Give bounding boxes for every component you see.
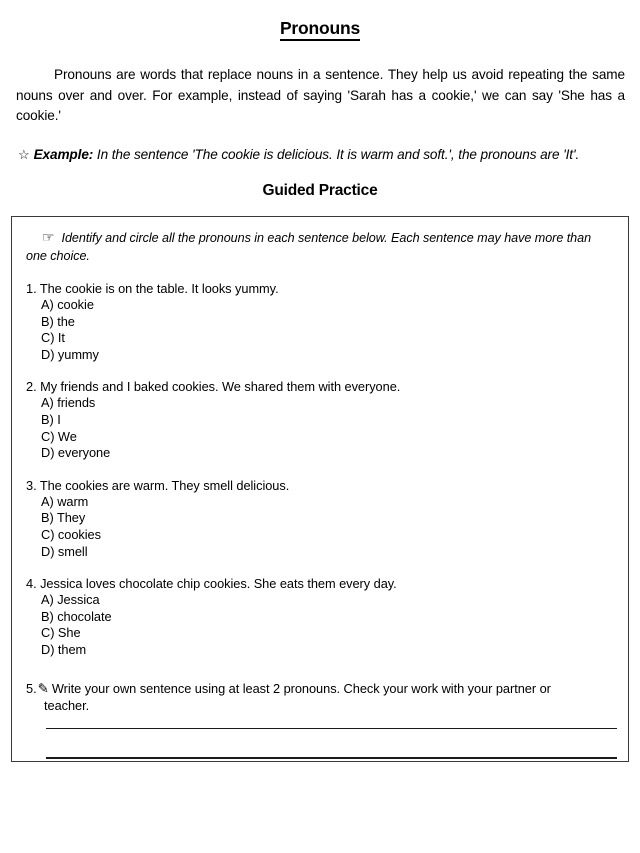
choice-option[interactable]: A) cookie [41, 297, 94, 312]
example-label: Example: [33, 146, 94, 162]
write-prompt-text [26, 680, 615, 715]
answer-line[interactable] [46, 757, 617, 759]
pointing-hand-icon: ☞ [42, 229, 55, 245]
answer-lines [26, 715, 615, 759]
choice-option[interactable]: C) She [41, 625, 81, 641]
choice-option[interactable]: B) They [41, 510, 86, 526]
question-stem: 2. My friends and I baked cookies. We shared them with everyone. [26, 379, 401, 395]
write-prompt [26, 659, 615, 759]
pencil-icon: ✎ [37, 680, 49, 696]
question-item [26, 462, 615, 560]
guided-practice-box [11, 216, 629, 762]
example-paragraph [0, 127, 640, 166]
choice-option[interactable]: D) smell [41, 543, 88, 559]
section-heading: Guided Practice [262, 182, 378, 199]
question-item [26, 560, 615, 658]
choice-option[interactable]: B) the [41, 313, 75, 329]
choice-option[interactable]: D) yummy [41, 346, 99, 362]
choice-option[interactable]: A) Jessica [41, 592, 100, 608]
page-title [0, 0, 640, 39]
answer-line[interactable] [46, 728, 617, 730]
choice-option[interactable]: D) everyone [41, 445, 111, 461]
example-text: In the sentence 'The cookie is delicious. It is warm and soft.', the pronouns are 'It'. [93, 146, 580, 162]
choice-option[interactable]: C) It [41, 330, 65, 346]
write-prompt-instruction: Write your own sentence using at least 2 pronouns. Check your work with your partner or teacher. [44, 680, 551, 713]
choice-option[interactable]: B) chocolate [41, 608, 112, 624]
intro-paragraph: Pronouns are words that replace nouns in a sentence. They help us avoid repeating the same nouns over and over. For example, instead of saying 'Sarah has a cookie,' we can say 'She has a cookie.' [16, 67, 625, 123]
star-icon: ☆ [18, 146, 30, 162]
choice-option[interactable]: C) cookies [41, 526, 101, 542]
question-item [26, 265, 615, 363]
choice-option[interactable]: B) I [41, 411, 61, 427]
question-stem: 1. The cookie is on the table. It looks yummy. [26, 281, 279, 296]
page-title-text: Pronouns [280, 18, 360, 41]
instructions [26, 226, 615, 265]
question-stem: 4. Jessica loves chocolate chip cookies. She eats them every day. [26, 576, 397, 592]
choice-option[interactable]: C) We [41, 428, 77, 444]
choice-option[interactable]: A) warm [41, 493, 89, 509]
instructions-text: Identify and circle all the pronouns in each sentence below. Each sentence may have more than one choice. [26, 231, 592, 263]
question-item [26, 363, 615, 461]
choice-option[interactable]: A) friends [41, 395, 96, 411]
choice-option[interactable]: D) them [41, 641, 87, 657]
question-stem: 3. The cookies are warm. They smell delicious. [26, 477, 290, 493]
write-prompt-number: 5. [26, 680, 37, 696]
